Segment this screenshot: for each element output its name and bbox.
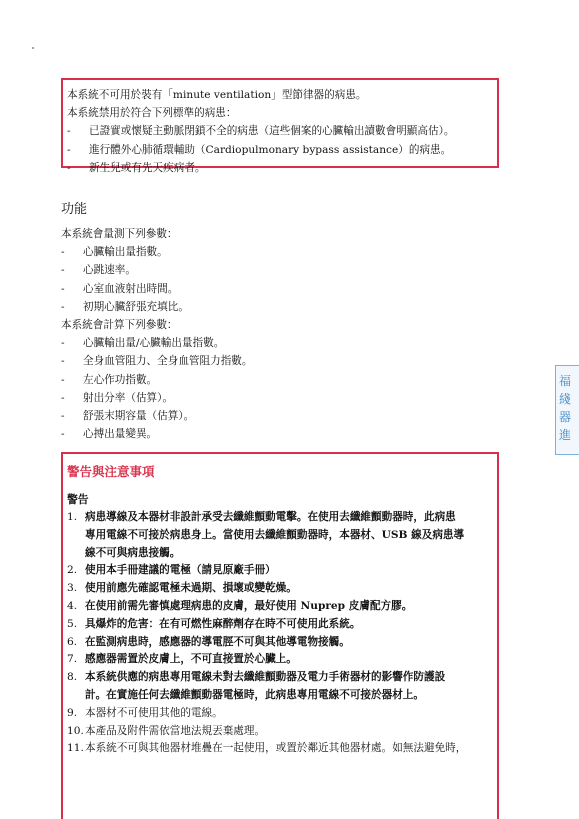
- contraindication-bullet: - 進行體外心肺循環輔助（Cardiopulmonary bypass assistance）的病患。: [67, 141, 497, 159]
- warnings-subtitle: 警告: [67, 493, 89, 506]
- contraindication-bullet: - 已證實或懷疑主動脈閉鎖不全的病患（這些個案的心臟輸出讀數會明顯高估）。: [67, 122, 497, 140]
- compute-item: - 舒張末期容量（估算）。: [61, 410, 195, 423]
- compute-item: - 心臟輸出量/心臟輸出量指數。: [61, 337, 225, 350]
- functions-heading: 功能: [61, 202, 88, 217]
- bullet-dash: -: [67, 161, 71, 174]
- warning-item: 11. 本系統不可與其他器材堆疊在一起使用，或置於鄰近其他器材處。如無法避免時，: [67, 742, 467, 755]
- compute-item: - 左心作功指數。: [61, 373, 158, 386]
- contraindication-line-1: 本系統不可用於裝有「minute ventilation」型節律器的病患。: [67, 89, 367, 101]
- warning-item: 9. 本器材不可使用其他的電線。: [67, 706, 223, 719]
- approval-stamp: 福 綫 器 進: [555, 365, 579, 455]
- compute-item: - 射出分率（估算）。: [61, 391, 174, 404]
- warnings-title: 警告與注意事項: [67, 464, 155, 479]
- warning-item: 2. 使用本手冊建議的電極（請見原廠手冊）: [67, 564, 276, 577]
- warning-item: 8. 本系統供應的病患專用電線未對去纖維顫動器及電力手術器材的影響作防護設 計。在實施任何去纖維顫動器電極時，此病患專用電線不可接於器材上。: [67, 671, 446, 701]
- bullet-dash: -: [67, 125, 71, 138]
- measure-item: - 心室血液射出時間。: [61, 282, 179, 295]
- measures-intro: 本系統會量測下列參數：: [61, 228, 178, 240]
- warnings-box: [61, 452, 499, 819]
- warning-item: 5. 具爆炸的危害：在有可燃性麻醉劑存在時不可使用此系統。: [67, 617, 361, 630]
- scan-speck: [32, 47, 34, 49]
- warning-item: 10. 本產品及附件需依當地法規丟棄處理。: [67, 724, 266, 737]
- computes-intro: 本系統會計算下列參數：: [61, 319, 178, 332]
- measure-item: - 心跳速率。: [61, 264, 136, 277]
- warning-item: 1. 病患導線及本器材非設計承受去纖維顫動電擊。在使用去纖維顫動器時，此病患 專用電線不可接於病患身上。當使用去纖維顫動器時，本器材、USB 線及病患導 線不可與病患接觸。: [67, 511, 465, 559]
- warning-item: 6. 在監測病患時，感應器的導電脛不可與其他導電物接觸。: [67, 635, 350, 648]
- warning-item: 3. 使用前應先確認電極未過期、損壞或變乾燥。: [67, 582, 297, 595]
- measure-item: - 初期心臟舒張充填比。: [61, 300, 189, 313]
- contraindication-bullet: - 新生兒或有先天疾病者。: [67, 159, 497, 177]
- contraindication-line-2: 本系統禁用於符合下列標準的病患：: [67, 107, 237, 120]
- warning-item: 7. 感應器需置於皮膚上，不可直接置於心臟上。: [67, 653, 297, 666]
- contraindications-box: [61, 78, 499, 174]
- functions-section: [61, 198, 491, 443]
- bullet-dash: -: [67, 143, 71, 156]
- measure-item: - 心臟輸出量指數。: [61, 246, 168, 259]
- warning-item: 4. 在使用前需先審慎處理病患的皮膚，最好使用 Nuprep 皮膚配方膠。: [67, 599, 413, 612]
- compute-item: - 心搏出量變異。: [61, 428, 158, 441]
- compute-item: - 全身血管阻力、全身血管阻力指數。: [61, 355, 253, 368]
